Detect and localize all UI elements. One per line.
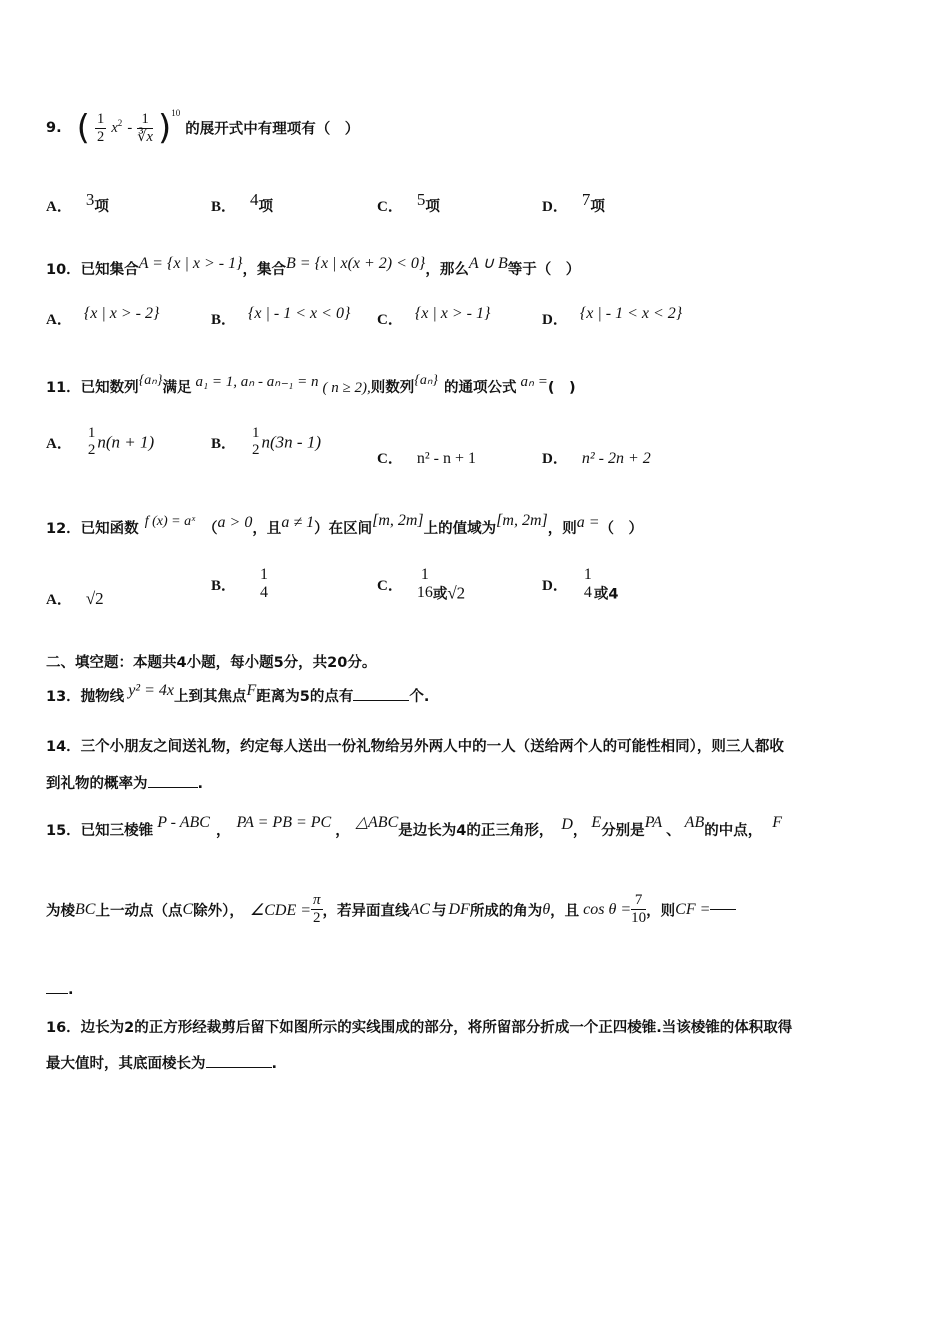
- q11-t1: 满足: [162, 380, 192, 396]
- question-16-line-2: [46, 1052, 277, 1073]
- q15-angle: ∠CDE =: [249, 901, 312, 919]
- q14-answer-blank[interactable]: [148, 787, 198, 788]
- q15-l2a: 为棱: [46, 903, 75, 920]
- q11-option-d[interactable]: D． n² - 2n + 2: [542, 450, 651, 467]
- q12-t3: ）在区间: [314, 521, 373, 537]
- q10-set-a: A = {x | x > - 1}: [138, 255, 243, 272]
- q15-comma-1: ，: [215, 823, 231, 839]
- q12-interval: [m, 2m]: [372, 512, 424, 529]
- q12-prefix: 12．已知函数: [46, 521, 139, 537]
- q9-option-c[interactable]: C． 5项: [377, 190, 440, 215]
- question-13: [46, 682, 429, 706]
- q15-comma-2: ，: [335, 823, 350, 839]
- q15-l2c: 除外），: [193, 903, 244, 920]
- q10-mid: ，集合: [242, 262, 286, 278]
- q12-option-a[interactable]: A． √2: [46, 589, 104, 608]
- section-2-heading: 二、填空题：本题共4小题，每小题5分，共20分。: [46, 655, 377, 671]
- q15-end: .: [68, 982, 74, 998]
- q9-x-exp: 2: [117, 118, 123, 129]
- q9-option-a[interactable]: A． 3项: [46, 190, 109, 215]
- question-9: [46, 108, 359, 148]
- q12-t5: ，则: [547, 521, 577, 537]
- q12-cond1: a > 0: [217, 514, 253, 531]
- q12-option-d[interactable]: D． 1 4 或4: [542, 566, 619, 603]
- q15-c: C: [182, 900, 194, 918]
- q10-prefix: 10．已知集合: [46, 262, 139, 278]
- q11-option-b[interactable]: B． 1 2 n(3n - 1): [211, 425, 321, 459]
- q9-frac-half: $\frac{1}{2}$: [97, 110, 105, 145]
- q15-df: DF: [448, 900, 470, 918]
- q16-answer-blank[interactable]: [206, 1067, 272, 1068]
- q15-theta: θ: [542, 900, 551, 918]
- q14-end: .: [197, 776, 204, 792]
- q15-t1: 是边长为4的正三角形，: [398, 823, 554, 839]
- q15-eqs: PA = PB = PC: [236, 814, 332, 831]
- q15-dun: 、: [666, 823, 681, 839]
- q11-an: aₙ =: [520, 374, 548, 390]
- question-11: [46, 372, 576, 397]
- q9-option-d[interactable]: D． 7项: [542, 190, 605, 215]
- q15-l2f: ，且: [550, 903, 580, 920]
- q11-cond2: ( n ≥ 2),: [322, 380, 371, 396]
- q15-pa: PA: [644, 814, 663, 831]
- q15-d: D: [561, 816, 573, 833]
- q10-option-c[interactable]: C． {x | x > - 1}: [377, 305, 491, 328]
- q12-a-eq: a =: [576, 514, 600, 531]
- q12-t6: （ ）: [599, 521, 644, 537]
- q9-x: x: [111, 120, 118, 136]
- q11-t2: 则数列: [370, 380, 415, 396]
- q15-l2b: 上一动点（点: [95, 903, 183, 920]
- q10-tail-pre: ，那么: [425, 262, 469, 278]
- q13-answer-blank[interactable]: [353, 700, 409, 701]
- q15-l2d: ，若异面直线: [322, 903, 410, 920]
- q11-t4: ( ): [547, 380, 576, 396]
- q13-eq: y² = 4x: [128, 682, 174, 699]
- q12-option-b[interactable]: B． 1 4: [211, 566, 269, 602]
- q13-t2: 距离为5的点有: [256, 689, 354, 705]
- question-16-line-1: 16．边长为2的正方形经裁剪后留下如图所示的实线围成的部分，将所留部分折成一个正四棱锥.当该棱锥的体积取得: [46, 1020, 793, 1036]
- q12-option-c[interactable]: C． 1 16 或√2: [377, 566, 466, 603]
- q9-minus: -: [127, 120, 133, 136]
- q9-expression: ( $\frac{1}{2}$ $x^2$ - $\frac{1}{∛x}$ )$^{10}$: [76, 108, 181, 148]
- question-15-line-3: [46, 982, 74, 998]
- q15-f: F: [772, 814, 782, 831]
- q12-range: [m, 2m]: [496, 512, 548, 529]
- question-14-line-2: [46, 772, 203, 793]
- q15-bc: BC: [75, 900, 96, 918]
- q14-line2: 到礼物的概率为: [46, 776, 148, 792]
- q12-t1: （: [203, 521, 218, 537]
- q9-text: 的展开式中有理项有（ ）: [185, 121, 360, 138]
- q13-prefix: 13．抛物线: [46, 689, 125, 705]
- q15-prefix: 15．已知三棱锥: [46, 823, 154, 839]
- q15-pabc: P - ABC: [157, 814, 210, 831]
- q10-tail: 等于（ ）: [507, 262, 581, 278]
- q15-ac: AC: [409, 900, 430, 918]
- question-15-line-1: [46, 812, 782, 840]
- question-14-line-1: 14．三个小朋友之间送礼物，约定每人送出一份礼物给另外两人中的一人（送给两个人的可能性相同），则三人都收: [46, 739, 784, 755]
- question-10: [46, 253, 580, 279]
- q16-end: .: [271, 1056, 278, 1072]
- q11-option-c[interactable]: C． n² - n + 1: [377, 450, 476, 467]
- question-15-line-2: 为棱BC上一动点（点C除外）， ∠CDE = $\frac{\pi}{2}$ ，若异面直线AC 与 DF所成的角为θ，且 cos θ = $\frac{7}{10}$ ，则CF =: [46, 892, 736, 928]
- q15-comma-3: ，: [572, 823, 588, 839]
- q15-ab: AB: [684, 814, 705, 831]
- q11-seq2: {aₙ}: [414, 373, 439, 388]
- q12-t4: 上的值域为: [423, 521, 497, 537]
- q12-func: f (x) = aˣ: [144, 514, 196, 529]
- q15-l2g: ，则: [646, 903, 676, 920]
- q11-cond: a₁ = 1, aₙ - aₙ₋₁ = n: [195, 374, 319, 390]
- q15-answer-blank-2[interactable]: [46, 993, 68, 994]
- q15-l2e: 所成的角为: [469, 903, 543, 920]
- q10-option-a[interactable]: A． {x | x > - 2}: [46, 305, 160, 328]
- q11-option-a[interactable]: A． 1 2 n(n + 1): [46, 425, 155, 459]
- q10-union: A ∪ B: [468, 255, 508, 272]
- q10-set-b: B = {x | x(x + 2) < 0}: [286, 255, 426, 272]
- q9-frac-root: $\frac{1}{∛x}$: [137, 110, 153, 145]
- q15-yu: 与: [431, 903, 447, 920]
- q9-option-b[interactable]: B． 4项: [211, 190, 274, 215]
- q15-t2: 分别是: [601, 823, 645, 839]
- q9-power: 10: [171, 108, 181, 118]
- q15-t3: 的中点，: [704, 823, 763, 839]
- q15-cos: cos θ =: [583, 900, 632, 918]
- q11-seq: {aₙ}: [138, 373, 163, 388]
- q11-t3: 的通项公式: [444, 380, 517, 396]
- q12-cond2: a ≠ 1: [281, 514, 315, 531]
- q13-t1: 上到其焦点: [173, 689, 247, 705]
- q15-e: E: [591, 814, 602, 831]
- q16-line2: 最大值时，其底面棱长为: [46, 1056, 206, 1072]
- q15-answer-blank-1[interactable]: [710, 909, 736, 910]
- q9-number: 9.: [46, 120, 62, 136]
- q10-option-b[interactable]: B． {x | - 1 < x < 0}: [211, 305, 351, 328]
- q10-option-d[interactable]: D． {x | - 1 < x < 2}: [542, 305, 683, 328]
- q13-t3: 个.: [409, 689, 430, 705]
- q13-f: F: [246, 682, 257, 699]
- question-12: [46, 512, 643, 538]
- q15-cf: CF =: [675, 900, 711, 918]
- q11-prefix: 11．已知数列: [46, 380, 139, 396]
- q15-triangle: △ABC: [355, 814, 399, 831]
- q12-t2: ，且: [252, 521, 282, 537]
